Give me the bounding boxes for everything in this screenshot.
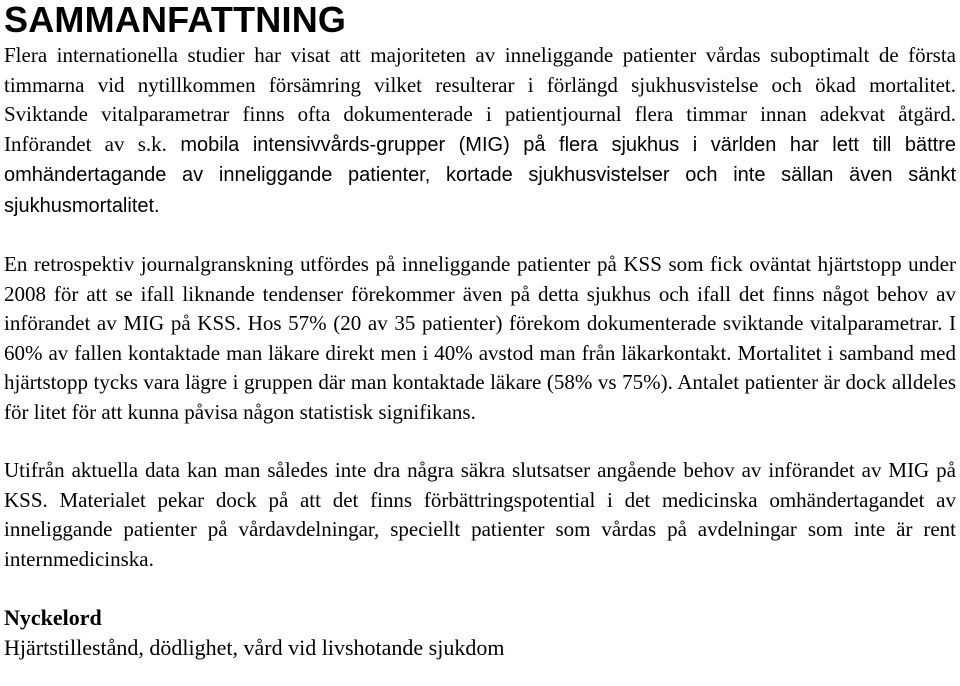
keywords-list: Hjärtstillestånd, dödlighet, vård vid livshotande sjukdom: [4, 635, 505, 660]
summary-paragraph-2: En retrospektiv journalgranskning utfördes på inneliggande patienter på KSS som fick oväntat hjärtstopp under 2008 för att se ifall liknande tendenser förekommer även på detta sjukhus och ifall det finns något behov av införandet av MIG på KSS. Hos 57% (20 av 35 patienter) förekom dokumenterade sviktande vitalparametrar. I 60% av fallen kontaktade man läkare direkt men i 40% avstod man från läkarkontakt. Mortalitet i samband med hjärtstopp tycks vara lägre i gruppen där man kontaktade läkare (58% vs 75%). Antalet patienter är dock alldeles för litet för att kunna påvisa någon statistisk signifikans.: [4, 252, 956, 424]
page-title: SAMMANFATTNING: [4, 0, 347, 40]
summary-paragraph-3: Utifrån aktuella data kan man således inte dra några säkra slutsatser angående behov av införandet av MIG på KSS. Materialet pekar dock på att det finns förbättringspotential i det medicinska omhändertagandet av inneliggande patienter på vårdavdelningar, speciellt patienter som vårdas på avdelningar som inte är rent internmedicinska.: [4, 458, 956, 571]
summary-paragraph-1: [4, 41, 956, 221]
document-page: [4, 0, 956, 663]
paragraph-1-sans-part: mobila intensivvårds-grupper (MIG) på flera sjukhus i världen har lett till bättre omhändertagande av inneliggande patienter, kortade sjukhusvistelser och inte sällan även sänkt sjukhusmortalitet.: [4, 133, 957, 217]
keywords-heading: Nyckelord: [4, 605, 102, 630]
paragraph-1-serif-part: Flera internationella studier har visat att majoriteten av inneliggande patienter vårdas suboptimalt de första timmarna vid nytillkommen försämring vilket resulterar i förlängd sjukhusvistelse och ökad mortalitet. Sviktande vitalparametrar finns ofta dokumenterade i patientjournal flera timmar innan adekvat åtgärd. Införandet av s.k.: [4, 43, 956, 156]
